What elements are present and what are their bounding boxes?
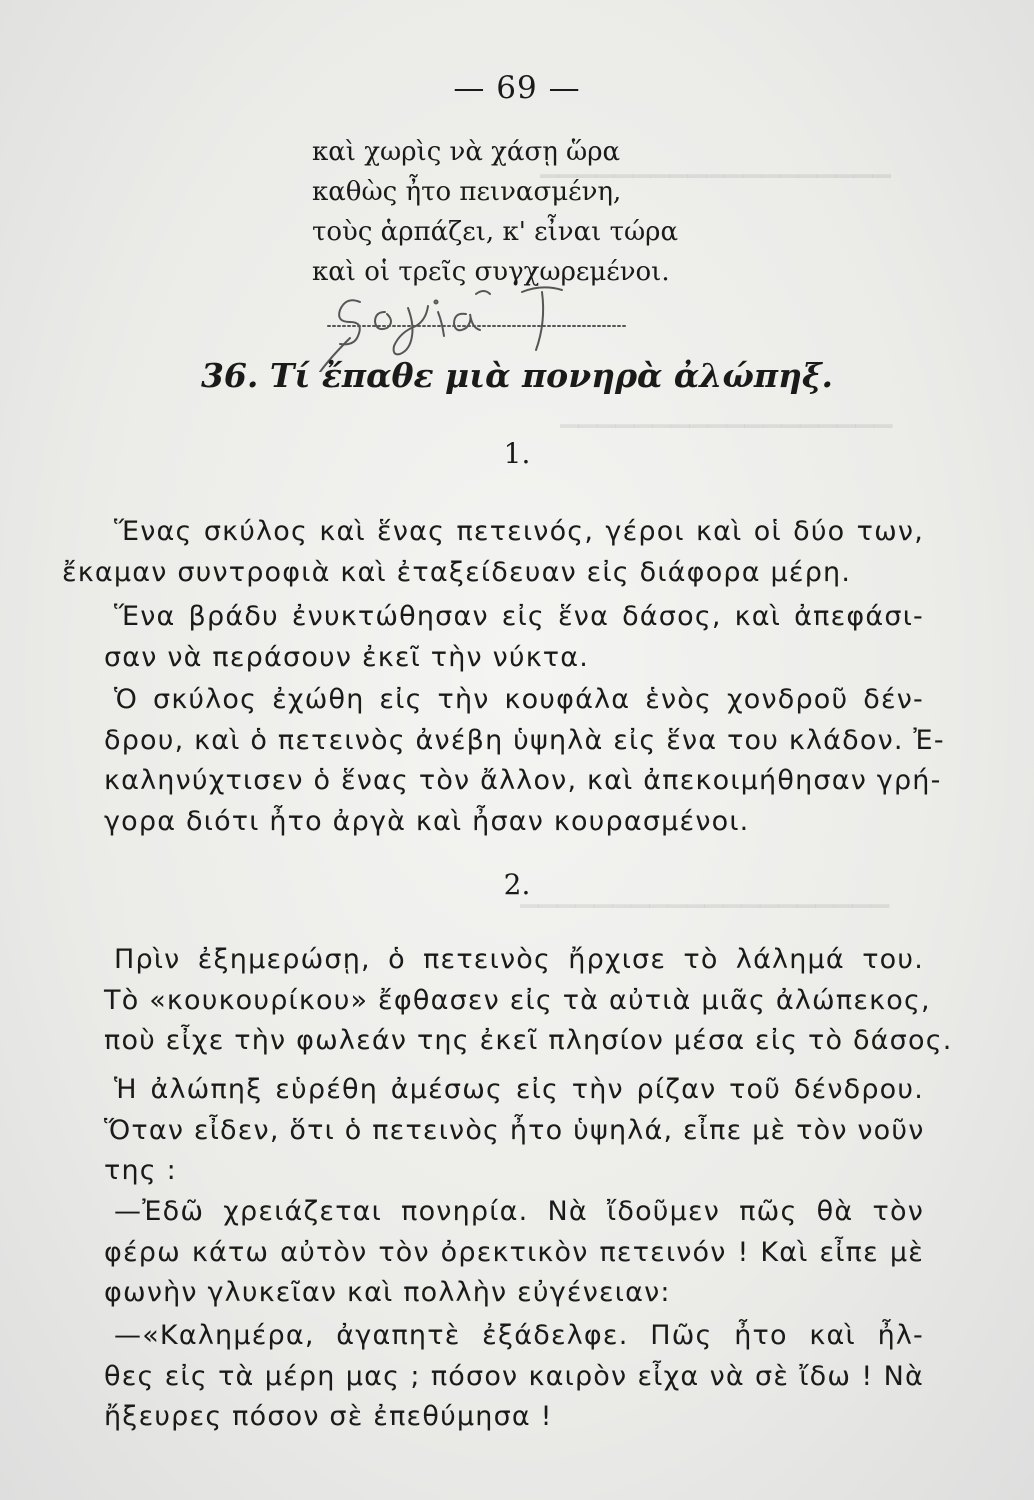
section-number-2: 2. <box>503 868 531 901</box>
page-number: — 69 — <box>453 70 581 106</box>
text-line: θες εἰς τὰ μέρη μας ; πόσον καιρὸν εἶχα νὰ σὲ ἴδω ! Νὰ <box>104 1360 924 1392</box>
bleed-through-texture: ▁▁▁▁▁▁▁▁▁▁▁▁▁▁▁▁▁▁ <box>560 400 893 428</box>
verse-line: καὶ οἱ τρεῖς συγχωρεμένοι. <box>312 257 670 287</box>
paragraph <box>104 940 953 1062</box>
paragraph <box>104 1192 924 1314</box>
paragraph <box>104 1316 924 1438</box>
verse-line: καὶ χωρὶς νὰ χάσῃ ὥρα <box>312 137 621 167</box>
verse-line: καθὼς ἦτο πεινασμένη, <box>312 177 622 207</box>
text-line: γορα διότι ἦτο ἀργὰ καὶ ἦσαν κουρασμένοι. <box>104 805 750 837</box>
text-line: φωνὴν γλυκεῖαν καὶ πολλὴν εὐγένειαν: <box>104 1277 671 1308</box>
text-line: Τὸ «κουκουρίκου» ἔφθασεν εἰς τὰ αὐτιὰ μιᾶς ἀλώπεκος, <box>104 984 931 1016</box>
text-line: —Ἐδῶ χρειάζεται πονηρία. Νὰ ἴδοῦμεν πῶς θὰ τὸν <box>114 1196 924 1227</box>
text-line: ἤξευρες πόσον σὲ ἐπεθύμησα ! <box>104 1401 553 1432</box>
text-line: Ἕνας σκύλος καὶ ἕνας πετεινός, γέροι καὶ οἱ δύο των, <box>114 516 924 547</box>
paragraph <box>62 512 924 593</box>
text-line: Ὁ σκύλος ἐχώθη εἰς τὴν κουφάλα ἑνὸς χονδροῦ δέν- <box>114 684 924 715</box>
paragraph <box>104 1070 924 1192</box>
text-line: Ὅταν εἶδεν, ὅτι ὁ πετεινὸς ἦτο ὑψηλά, εἶπε μὲ τὸν νοῦν <box>104 1114 925 1146</box>
chapter-title: 36. Τί ἔπαθε μιὰ πονηρὰ ἀλώπηξ. <box>200 356 834 395</box>
text-line: σαν νὰ περάσουν ἐκεῖ τὴν νύκτα. <box>104 641 590 673</box>
text-line: δρου, καὶ ὁ πετεινὸς ἀνέβη ὑψηλὰ εἰς ἕνα του κλάδον. Ἐ- <box>104 724 945 756</box>
section-number-1: 1. <box>503 437 531 470</box>
text-line: ποὺ εἶχε τὴν φωλεάν της ἐκεῖ πλησίον μέσα εἰς τὸ δάσος. <box>104 1025 953 1056</box>
bleed-through-texture: ▁▁▁▁▁▁▁▁▁▁▁▁▁▁▁▁▁▁▁ <box>540 150 891 178</box>
bleed-through-texture: ▁▁▁▁▁▁▁▁▁▁▁▁▁▁▁▁▁▁▁▁ <box>520 880 890 908</box>
text-line: φέρω κάτω αὐτὸν τὸν ὀρεκτικὸν πετεινόν ! Καὶ εἶπε μὲ <box>104 1236 924 1268</box>
verse-line: τοὺς ἁρπάζει, κ' εἶναι τώρα <box>312 217 679 247</box>
text-line: Ἡ ἀλώπηξ εὑρέθη ἀμέσως εἰς τὴν ρίζαν τοῦ δένδρου. <box>114 1074 924 1105</box>
text-line: —«Καλημέρα, ἀγαπητὲ ἐξάδελφε. Πῶς ἦτο καὶ ἦλ- <box>114 1320 924 1351</box>
text-line: της : <box>104 1155 177 1186</box>
paragraph <box>104 680 945 842</box>
text-line: καληνύχτισεν ὁ ἕνας τὸν ἄλλον, καὶ ἀπεκοιμήθησαν γρή- <box>104 765 942 796</box>
text-line: Ἕνα βράδυ ἐνυκτώθησαν εἰς ἕνα δάσος, καὶ ἀπεφάσι- <box>114 601 924 632</box>
text-line: ἔκαμαν συντροφιὰ καὶ ἐταξείδευαν εἰς διάφορα μέρη. <box>62 556 852 588</box>
paragraph <box>104 597 924 678</box>
text-line: Πρὶν ἐξημερώσῃ, ὁ πετεινὸς ἤρχισε τὸ λάλημά του. <box>114 944 924 975</box>
